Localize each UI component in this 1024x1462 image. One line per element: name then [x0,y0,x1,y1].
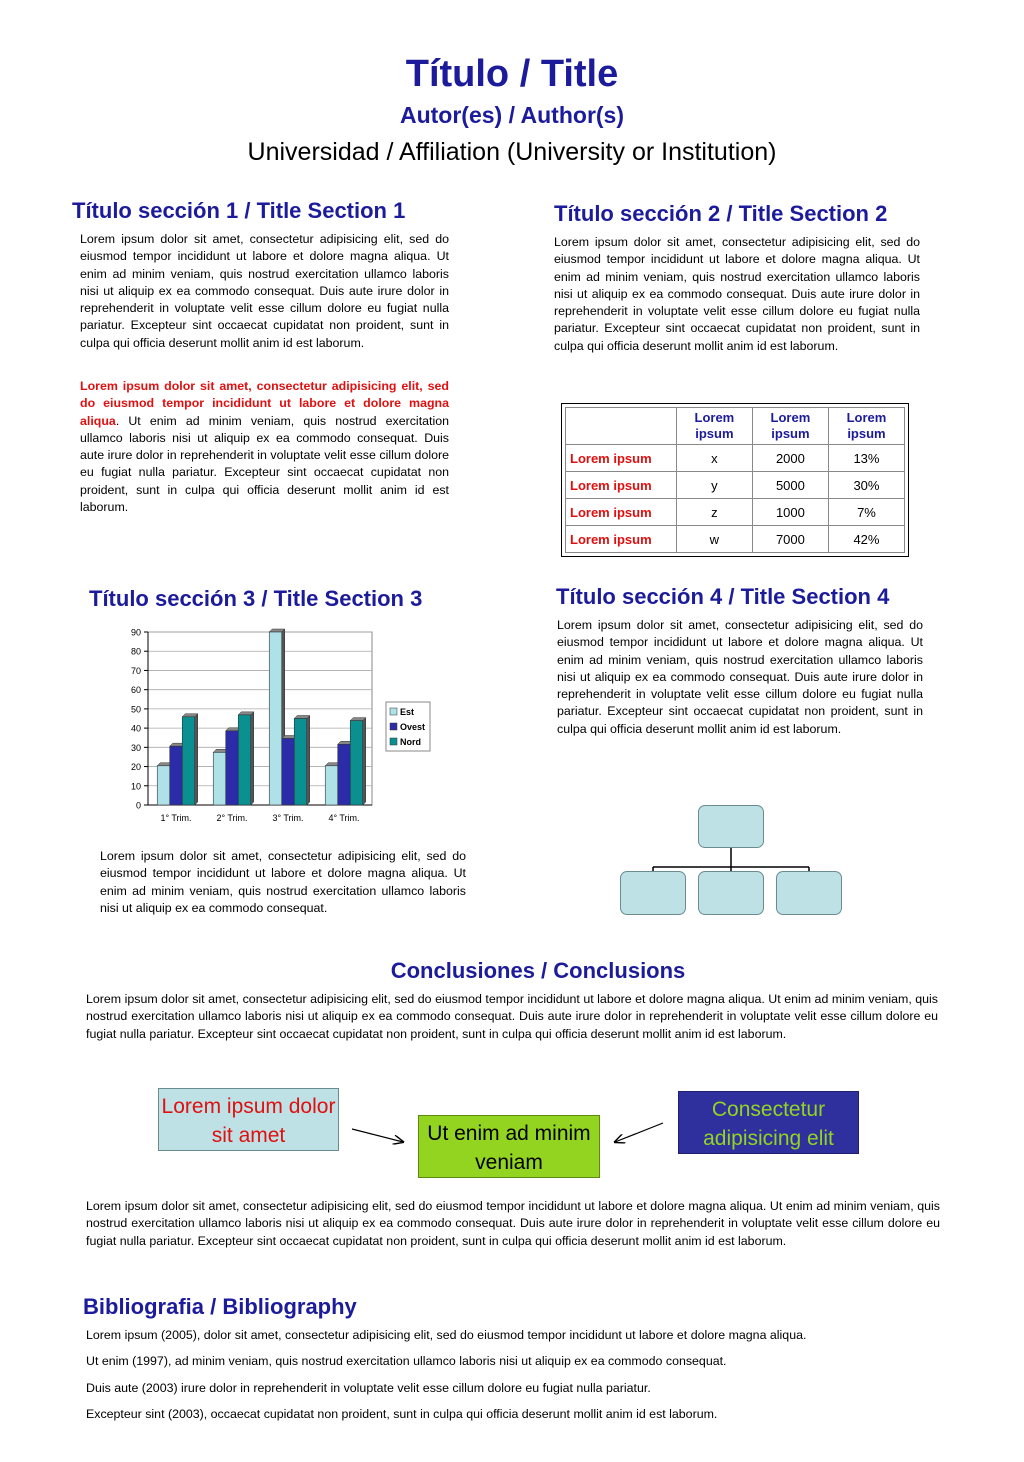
table-cell: 13% [828,445,904,472]
legend-swatch [390,723,397,730]
bar-side [195,714,198,805]
bar-top [350,718,366,721]
authors: Autor(es) / Author(s) [399,102,624,128]
y-tick-label: 50 [130,704,141,715]
table-header-row [566,408,905,445]
bar-side [307,716,310,806]
section1-heading: Título sección 1 / Title Section 1 [72,198,406,223]
bar-chart [112,622,442,832]
table-cell: w [676,526,752,553]
table-cell: 2000 [752,445,828,472]
y-tick-label: 90 [130,627,141,638]
table-cell: 5000 [752,472,828,499]
table-header-cell: Lorem ipsum [828,408,904,445]
legend-swatch [390,708,397,715]
y-tick-label: 10 [130,781,141,792]
org-node-top [698,805,764,848]
bar-est [325,766,338,805]
y-tick-label: 0 [135,800,141,811]
x-tick-label: 2° Trim. [216,813,248,823]
table-cell: 7000 [752,526,828,553]
section1-highlight: Lorem ipsum dolor sit amet, consectetur adipisicing elit, sed do eiusmod tempor incididunt ut labore et dolore magna aliqua [80,379,449,428]
bar-top [269,629,285,632]
affiliation: Universidad / Affiliation (University or Institution) [247,138,777,166]
section2-paragraph: Lorem ipsum dolor sit amet, consectetur adipisicing elit, sed do eiusmod tempor incididunt ut labore et dolore magna aliqua. Ut enim ad minim veniam, quis nostrud exercitation ullamco laboris nisi ut aliquip ex ea commodo consequat. Duis aute irure dolor in reprehenderit in voluptate velit esse cillum dolore eu fugiat nulla pariatur. Excepteur sint occaecat cupidatat non proident, sunt in culpa qui officia deserunt mollit anim id est laborum. [554,235,920,353]
arrow-left-to-center [352,1129,403,1142]
bar-ovest [170,746,183,805]
table-row-label: Lorem ipsum [566,472,677,499]
legend-label: Est [400,707,415,717]
bar-side [251,712,254,805]
legend-label: Ovest [400,722,426,732]
arrow-right-to-center [615,1123,663,1142]
bibliography-item: Ut enim (1997), ad minim veniam, quis nostrud exercitation ullamco laboris nisi ut aliquip ex ea commodo consequat. [86,1354,727,1368]
table-row [566,526,905,553]
bar-est [269,632,282,805]
section3-paragraph: Lorem ipsum dolor sit amet, consectetur adipisicing elit, sed do eiusmod tempor incididunt ut labore et dolore magna aliqua. Ut enim ad minim veniam, quis nostrud exercitation ullamco laboris nisi ut aliquip ex ea commodo consequat. [100,849,466,915]
conclusions-paragraph-1: Lorem ipsum dolor sit amet, consectetur adipisicing elit, sed do eiusmod tempor incididunt ut labore et dolore magna aliqua. Ut enim ad minim veniam, quis nostrud exercitation ullamco laboris nisi ut aliquip ex ea commodo consequat. Duis aute irure dolor in reprehenderit in voluptate velit esse cillum dolore eu fugiat nulla pariatur. Excepteur sint occaecat cupidatat non proident, sunt in culpa qui officia deserunt mollit anim id est laborum. [86,992,938,1041]
table-cell: 1000 [752,499,828,526]
concept-box-right: Consectetur adipisicing elit [678,1091,859,1154]
table-row-label: Lorem ipsum [566,445,677,472]
bar-nord [238,715,251,805]
table-row-label: Lorem ipsum [566,526,677,553]
bar-ovest [282,738,295,805]
bar-est [157,766,170,805]
bar-nord [350,721,363,805]
y-tick-label: 70 [130,665,141,676]
x-tick-label: 3° Trim. [272,813,304,823]
section4-heading: Título sección 4 / Title Section 4 [556,584,890,609]
org-node-right [776,871,842,915]
bibliography-item: Duis aute (2003) irure dolor in reprehenderit in voluptate velit esse cillum dolore eu fugiat nulla pariatur. [86,1381,651,1395]
table-cell: 7% [828,499,904,526]
table-cell: z [676,499,752,526]
concept-box-left: Lorem ipsum dolor sit amet [158,1088,339,1151]
bar-top [182,714,198,717]
bar-ovest [226,731,239,805]
x-tick-label: 4° Trim. [328,813,360,823]
bar-est [213,752,226,805]
table-cell: 30% [828,472,904,499]
bar-top [238,712,254,715]
org-connectors [620,846,842,874]
concept-box-center: Ut enim ad minim veniam [418,1115,600,1178]
section1-paragraph-2 [80,378,449,516]
bar-ovest [338,744,351,805]
bibliography-heading: Bibliografia / Bibliography [83,1294,357,1319]
y-tick-label: 30 [130,742,141,753]
bar-nord [182,717,195,805]
table-header-cell: Lorem ipsum [676,408,752,445]
table-cell: 42% [828,526,904,553]
y-tick-label: 60 [130,685,141,696]
section2-heading: Título sección 2 / Title Section 2 [554,201,888,226]
org-node-center [698,871,764,915]
x-tick-label: 1° Trim. [160,813,192,823]
bar-side [363,718,366,805]
bar-top [294,716,310,719]
table-header-cell: Lorem ipsum [752,408,828,445]
section1-paragraph-2-rest: . Ut enim ad minim veniam, quis nostrud exercitation ullamco laboris nisi ut aliquip ex ea commodo consequat. Duis aute irure dolor in reprehenderit in voluptate velit esse cillum dolore eu fugiat nulla pariatur. Excepteur sint occaecat cupidatat non proident, sunt in culpa qui officia deserunt mollit anim id est laborum. [80,413,449,515]
bar-nord [294,719,307,806]
data-table-frame [561,403,909,557]
table-row [566,472,905,499]
bibliography-item: Lorem ipsum (2005), dolor sit amet, consectetur adipisicing elit, sed do eiusmod tempor incididunt ut labore et dolore magna aliqua. [86,1328,807,1342]
section1-paragraph-1: Lorem ipsum dolor sit amet, consectetur adipisicing elit, sed do eiusmod tempor incididunt ut labore et dolore magna aliqua. Ut enim ad minim veniam, quis nostrud exercitation ullamco laboris nisi ut aliquip ex ea commodo consequat. Duis aute irure dolor in reprehenderit in voluptate velit esse cillum dolore eu fugiat nulla pariatur. Excepteur sint occaecat cupidatat non proident, sunt in culpa qui officia deserunt mollit anim id est laborum. [80,232,449,350]
table-cell: x [676,445,752,472]
conclusions-heading: Conclusiones / Conclusions [390,958,686,983]
legend-label: Nord [400,737,421,747]
section4-paragraph: Lorem ipsum dolor sit amet, consectetur adipisicing elit, sed do eiusmod tempor incididunt ut labore et dolore magna aliqua. Ut enim ad minim veniam, quis nostrud exercitation ullamco laboris nisi ut aliquip ex ea commodo consequat. Duis aute irure dolor in reprehenderit in voluptate velit esse cillum dolore eu fugiat nulla pariatur. Excepteur sint occaecat cupidatat non proident, sunt in culpa qui officia deserunt mollit anim id est laborum. [557,618,923,736]
y-tick-label: 20 [130,762,141,773]
legend-swatch [390,738,397,745]
table-row-label: Lorem ipsum [566,499,677,526]
bibliography-item: Excepteur sint (2003), occaecat cupidatat non proident, sunt in culpa qui officia deserunt mollit anim id est laborum. [86,1407,718,1421]
table-row [566,445,905,472]
org-node-left [620,871,686,915]
y-tick-label: 40 [130,723,141,734]
table-cell: y [676,472,752,499]
page-title: Título / Title [405,53,619,95]
table-row [566,499,905,526]
section3-heading: Título sección 3 / Title Section 3 [89,586,423,611]
table-header-cell [566,408,677,445]
data-table [565,407,905,553]
conclusions-paragraph-2: Lorem ipsum dolor sit amet, consectetur adipisicing elit, sed do eiusmod tempor incididunt ut labore et dolore magna aliqua. Ut enim ad minim veniam, quis nostrud exercitation ullamco laboris nisi ut aliquip ex ea commodo consequat. Duis aute irure dolor in reprehenderit in voluptate velit esse cillum dolore eu fugiat nulla pariatur. Excepteur sint occaecat cupidatat non proident, sunt in culpa qui officia deserunt mollit anim id est laborum. [86,1199,940,1248]
y-tick-label: 80 [130,646,141,657]
